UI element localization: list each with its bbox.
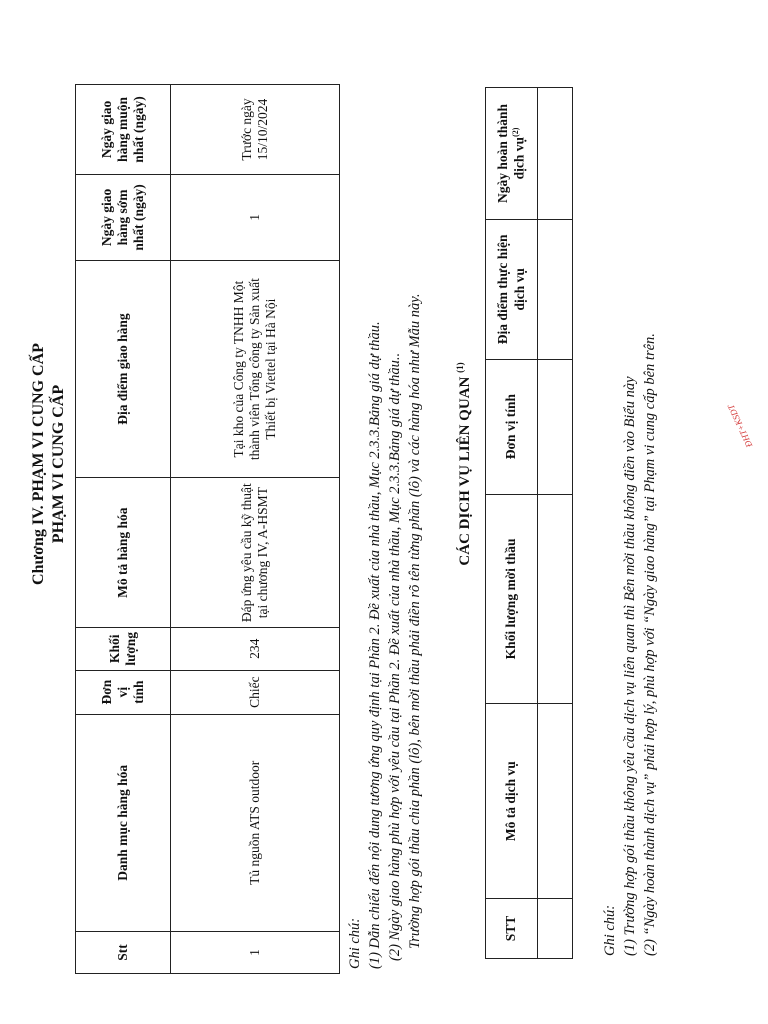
stamp-mark: ĐHT+KSDT xyxy=(725,402,755,449)
header-cell: Đơn vị tính xyxy=(486,359,538,494)
header-cell: Khối lượng mời thầu xyxy=(486,494,538,704)
header-cell: Mô tả hàng hóa xyxy=(76,478,171,628)
note-line: (1) Dẫn chiếu đến nội dung tương ứng quy định tại Phần 2. Đề xuất của nhà thầu, Mục 2.3.3.Bảng giá dự thầu. xyxy=(367,321,383,969)
table-cell: 1 xyxy=(171,932,340,974)
table-cell: Đáp ứng yêu cầu kỹ thuật tại chương IV, A-HSMT xyxy=(171,478,340,628)
chapter-title: Chương IV. PHẠM VI CUNG CẤP xyxy=(30,343,47,585)
header-cell: Địa điểm giao hàng xyxy=(76,260,171,477)
services-table xyxy=(485,87,573,959)
header-cell: Khối lượng xyxy=(76,628,171,671)
services-notes xyxy=(600,333,660,956)
table-row xyxy=(171,85,340,974)
services-title: CÁC DỊCH VỤ LIÊN QUAN $^{(1)}$ xyxy=(455,362,473,566)
table-cell: Tủ nguồn ATS outdoor xyxy=(171,714,340,931)
table-cell xyxy=(538,88,573,220)
table-cell: 234 xyxy=(171,628,340,671)
notes-heading: Ghi chú: xyxy=(602,904,618,956)
table-row xyxy=(538,88,573,959)
table-cell: Tại kho của Công ty TNHH Một thành viên Tổng công ty Sản xuất Thiết bị Viettel tại Hà Nội xyxy=(171,260,340,477)
table-cell: Chiếc xyxy=(171,670,340,714)
header-cell: Mô tả dịch vụ xyxy=(486,704,538,899)
goods-table xyxy=(75,84,340,974)
header-cell: Ngày giao hàng sớm nhất (ngày) xyxy=(76,174,171,260)
header-cell: STT xyxy=(486,899,538,959)
table-cell: Trước ngày 15/10/2024 xyxy=(171,85,340,175)
table-cell xyxy=(538,494,573,704)
header-cell: Danh mục hàng hóa xyxy=(76,714,171,931)
section-title: PHẠM VI CUNG CẤP xyxy=(50,384,67,544)
goods-table-header xyxy=(76,85,171,974)
table-cell xyxy=(538,899,573,959)
goods-notes xyxy=(345,294,425,969)
note-line: (1) Trường hợp gói thầu không yêu cầu dịch vụ liên quan thì Bên mời thầu không điền vào Biểu này xyxy=(622,376,638,956)
table-cell xyxy=(538,219,573,359)
note-line: Trường hợp gói thầu chia phần (lô), bên mời thầu phải điền rõ tên từng phần (lô) và các hàng hóa như Mẫu này. xyxy=(407,293,423,949)
services-table-header xyxy=(486,88,538,959)
table-cell: 1 xyxy=(171,174,340,260)
note-line: (2) Ngày giao hàng phù hợp với yêu cầu tại Phần 2. Đề xuất của nhà thầu, Mục 2.3.3.Bảng giá dự thầu.. xyxy=(387,352,403,961)
note-line: (2) “Ngày hoàn thành dịch vụ” phải hợp lý, phù hợp với “Ngày giao hàng” tại Phạm vi cung cấp bên trên. xyxy=(642,333,658,956)
notes-heading: Ghi chú: xyxy=(347,917,363,969)
header-cell: Ngày hoàn thành dịch vụ$^{(2)}$ xyxy=(486,88,538,220)
header-cell: Ngày giao hàng muộn nhất (ngày) xyxy=(76,85,171,175)
header-cell: Địa điểm thực hiện dịch vụ xyxy=(486,219,538,359)
table-cell xyxy=(538,704,573,899)
table-cell xyxy=(538,359,573,494)
header-cell: Stt xyxy=(76,932,171,974)
header-cell: Đơn vị tính xyxy=(76,670,171,714)
